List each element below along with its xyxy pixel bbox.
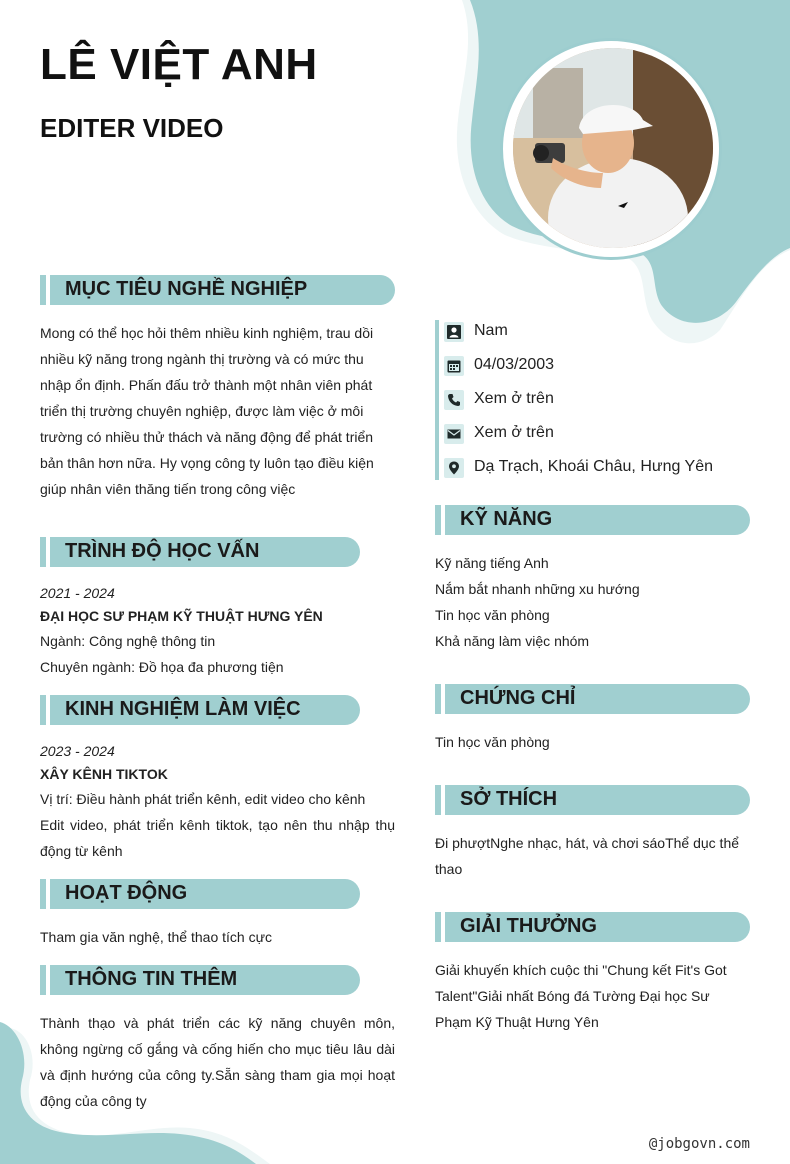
experience-heading-label: KINH NGHIỆM LÀM VIỆC xyxy=(65,698,301,720)
contact-phone-text: Xem ở trên xyxy=(474,390,554,407)
experience-period: 2023 - 2024 xyxy=(40,743,115,759)
awards-heading xyxy=(435,912,750,942)
mail-icon xyxy=(444,424,464,444)
additional-heading-label: THÔNG TIN THÊM xyxy=(65,968,238,990)
additional-text: Thành thạo và phát triển các kỹ năng chuyên môn, không ngừng cố gắng và cống hiến cho mục tiêu lâu dài và định hướng của công ty.Sẵn sàng tham gia mọi hoạt động của công ty xyxy=(40,1015,395,1109)
experience-heading xyxy=(40,695,360,725)
education-heading-label: TRÌNH ĐỘ HỌC VẤN xyxy=(65,540,260,562)
objective-heading-label: MỤC TIÊU NGHỀ NGHIỆP xyxy=(65,278,308,300)
hobbies-heading-label: SỞ THÍCH xyxy=(460,788,558,810)
skill-item: Tin học văn phòng xyxy=(435,607,550,623)
contact-email-text: Xem ở trên xyxy=(474,424,554,441)
skill-item: Kỹ năng tiếng Anh xyxy=(435,555,549,571)
objective-text: Mong có thể học hỏi thêm nhiều kinh nghiệm, trau dồi nhiều kỹ năng trong ngành thị trường và có mức thu nhập ổn định. Phấn đấu trở thành một nhân viên phát triển thị trường chuyên nghiệp, được làm việc ở môi trường có nhiều thử thách và năng động để phát triển bản thân hơn nữa. Hy vọng công ty luôn tạo điều kiện giúp nhân viên thăng tiến trong công việc xyxy=(40,325,374,497)
experience-company: XÂY KÊNH TIKTOK xyxy=(40,766,168,782)
education-specialization: Chuyên ngành: Đồ họa đa phương tiện xyxy=(40,659,284,675)
education-period: 2021 - 2024 xyxy=(40,585,115,601)
objective-heading xyxy=(40,275,395,305)
profile-photo xyxy=(513,48,713,248)
additional-heading xyxy=(40,965,360,995)
watermark: @jobgovn.com xyxy=(648,1136,750,1152)
activities-text: Tham gia văn nghệ, thể thao tích cực xyxy=(40,929,272,945)
certificates-heading-label: CHỨNG CHỈ xyxy=(460,687,576,709)
job-title: EDITER VIDEO xyxy=(40,113,224,143)
education-heading xyxy=(40,537,360,567)
skill-item: Khả năng làm việc nhóm xyxy=(435,633,590,649)
awards-heading-label: GIẢI THƯỞNG xyxy=(460,915,597,937)
candidate-name: LÊ VIỆT ANH xyxy=(40,40,318,89)
experience-description: Edit video, phát triển kênh tiktok, tạo nên thu nhập thụ động từ kênh xyxy=(40,817,395,859)
skill-item: Nắm bắt nhanh những xu hướng xyxy=(435,581,640,597)
skills-heading-label: KỸ NĂNG xyxy=(460,508,553,530)
contact-accent-bar xyxy=(435,320,439,480)
activities-heading-label: HOẠT ĐỘNG xyxy=(65,882,188,904)
certificate-item: Tin học văn phòng xyxy=(435,734,550,750)
experience-position: Vị trí: Điều hành phát triển kênh, edit video cho kênh xyxy=(40,791,366,807)
calendar-icon xyxy=(444,356,464,376)
awards-text: Giải khuyến khích cuộc thi "Chung kết Fit's Got Talent"Giải nhất Bóng đá Tường Đại học Sư Phạm Kỹ Thuật Hưng Yên xyxy=(435,962,727,1030)
contact-birthday-text: 04/03/2003 xyxy=(474,356,555,373)
hobbies-text: Đi phượtNghe nhạc, hát, và chơi sáoThể dục thể thao xyxy=(435,835,740,877)
contact-address-text: Dạ Trạch, Khoái Châu, Hưng Yên xyxy=(474,458,713,475)
person-icon xyxy=(444,322,464,342)
contact-gender-text: Nam xyxy=(474,322,508,339)
hobbies-heading xyxy=(435,785,750,815)
education-school: ĐẠI HỌC SƯ PHẠM KỸ THUẬT HƯNG YÊN xyxy=(40,608,323,624)
certificates-heading xyxy=(435,684,750,714)
activities-heading xyxy=(40,879,360,909)
phone-icon xyxy=(444,390,464,410)
skills-heading xyxy=(435,505,750,535)
education-major: Ngành: Công nghệ thông tin xyxy=(40,633,216,649)
location-icon xyxy=(444,458,464,478)
